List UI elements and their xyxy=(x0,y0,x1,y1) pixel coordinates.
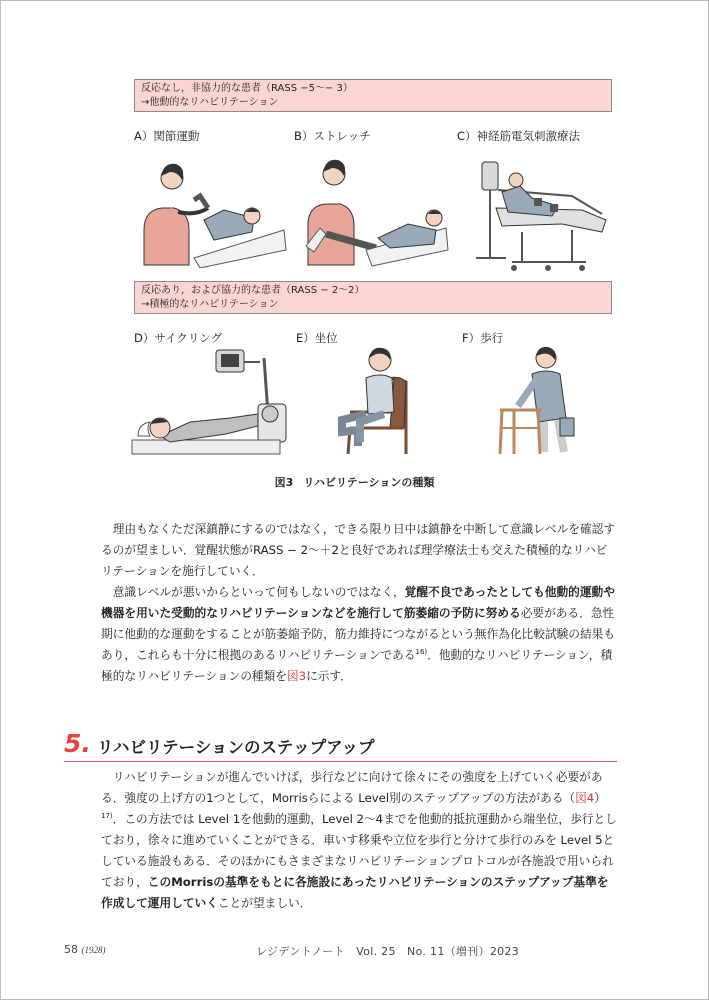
section-heading xyxy=(64,729,617,762)
panel-label-a: A）関節運動 xyxy=(134,129,200,143)
body-paragraph-1: 理由もなくただ深鎮静にするのではなく，できる限り日中は鎮静を中断して意識レベルを確認するのが望ましい．覚醒状態がRASS − 2〜＋2と良好であれば理学療法士も交えた積極的なリハビリテーションを施行していく． xyxy=(101,522,616,578)
banner-active-line1: 反応あり，および協力的な患者（RASS − 2〜2） xyxy=(141,285,365,296)
panel-label-f: F）歩行 xyxy=(462,331,504,345)
s-text-b: ） xyxy=(594,791,606,805)
p2-text-a: 意識レベルが悪いからといって何もしないのではなく， xyxy=(112,585,405,599)
figure-4-link[interactable]: 図4 xyxy=(575,791,595,805)
figure-caption-number: 図3 xyxy=(274,476,294,489)
joint-exercise-illustration xyxy=(134,150,289,268)
stretch-illustration xyxy=(296,150,451,268)
cycling-illustration xyxy=(130,344,290,456)
citation-16[interactable]: 16) xyxy=(415,648,428,657)
journal-info: レジデントノート Vol. 25 No. 11（増刊）2023 xyxy=(256,945,520,958)
p2-text-c: ．他動的なリハビリテーション，積極的なリハビリテーションの種類を xyxy=(101,648,613,683)
page-number-value: 58 xyxy=(64,943,78,956)
s-text-a: リハビリテーションが進んでいけば，歩行などに向けて徐々にその強度を上げていく必要がある．強度の上げ方の1つとして，Morrisらによる Level別のステップアップの方法がある（ xyxy=(101,770,603,805)
body-paragraph-2 xyxy=(101,582,617,687)
banner-active-rehab xyxy=(134,281,612,314)
banner-active-line2: →積極的なリハビリテーション xyxy=(141,299,279,310)
figure-caption xyxy=(0,474,709,490)
banner-passive-line2: →他動的なリハビリテーション xyxy=(141,97,279,108)
banner-passive-rehab xyxy=(134,79,612,112)
panel-label-e: E）坐位 xyxy=(296,331,338,345)
s-text-c: ．この方法では Level 1を他動的運動，Level 2〜4までを他動的抵抗運動から端坐位，歩行としており，徐々に進めていくことができる．車いす移乗や立位を歩行と分けて歩行のみを Level 5としている施設もある．そのほかにもさまざまなリハビリテーションプロトコルが各施設で用いられており， xyxy=(101,812,617,889)
page-number-original: (1928) xyxy=(81,945,106,955)
citation-17[interactable]: 17) xyxy=(101,812,113,821)
nmes-illustration xyxy=(462,150,612,274)
s-text-d: ことが望ましい． xyxy=(217,896,312,910)
p2-bold-text: 覚醒不良であったとしても他動的運動や機器を用いた受動的なリハビリテーションなどを施行して筋萎縮の予防に努める xyxy=(101,585,615,620)
p2-text-b: 必要がある．急性期に他動的な運動をすることが筋萎縮予防，筋力維持につながるという無作為化比較試験の結果もあり，これらも十分に根拠のあるリハビリテーションである xyxy=(101,606,616,662)
walking-illustration xyxy=(492,344,592,456)
panel-label-b: B）ストレッチ xyxy=(294,129,371,143)
section-body xyxy=(101,767,617,914)
s-bold-text: このMorrisの基準をもとに各施設にあったリハビリテーションのステップアップ基準を作成して運用していく xyxy=(101,875,609,910)
sitting-illustration xyxy=(330,342,430,456)
panel-label-c: C）神経筋電気刺激療法 xyxy=(457,129,581,143)
figure-caption-text: リハビリテーションの種類 xyxy=(303,476,435,489)
banner-passive-line1: 反応なし，非協力的な患者（RASS −5〜− 3） xyxy=(141,83,353,94)
body-text xyxy=(101,519,617,687)
section-number: 5. xyxy=(64,729,91,758)
section-paragraph-1 xyxy=(101,767,617,914)
figure-3-link[interactable]: 図3 xyxy=(286,669,307,683)
section-title: リハビリテーションのステップアップ xyxy=(97,738,375,757)
panel-label-d: D）サイクリング xyxy=(134,331,223,345)
p2-text-d: に示す． xyxy=(306,669,352,683)
page-number xyxy=(64,943,106,956)
